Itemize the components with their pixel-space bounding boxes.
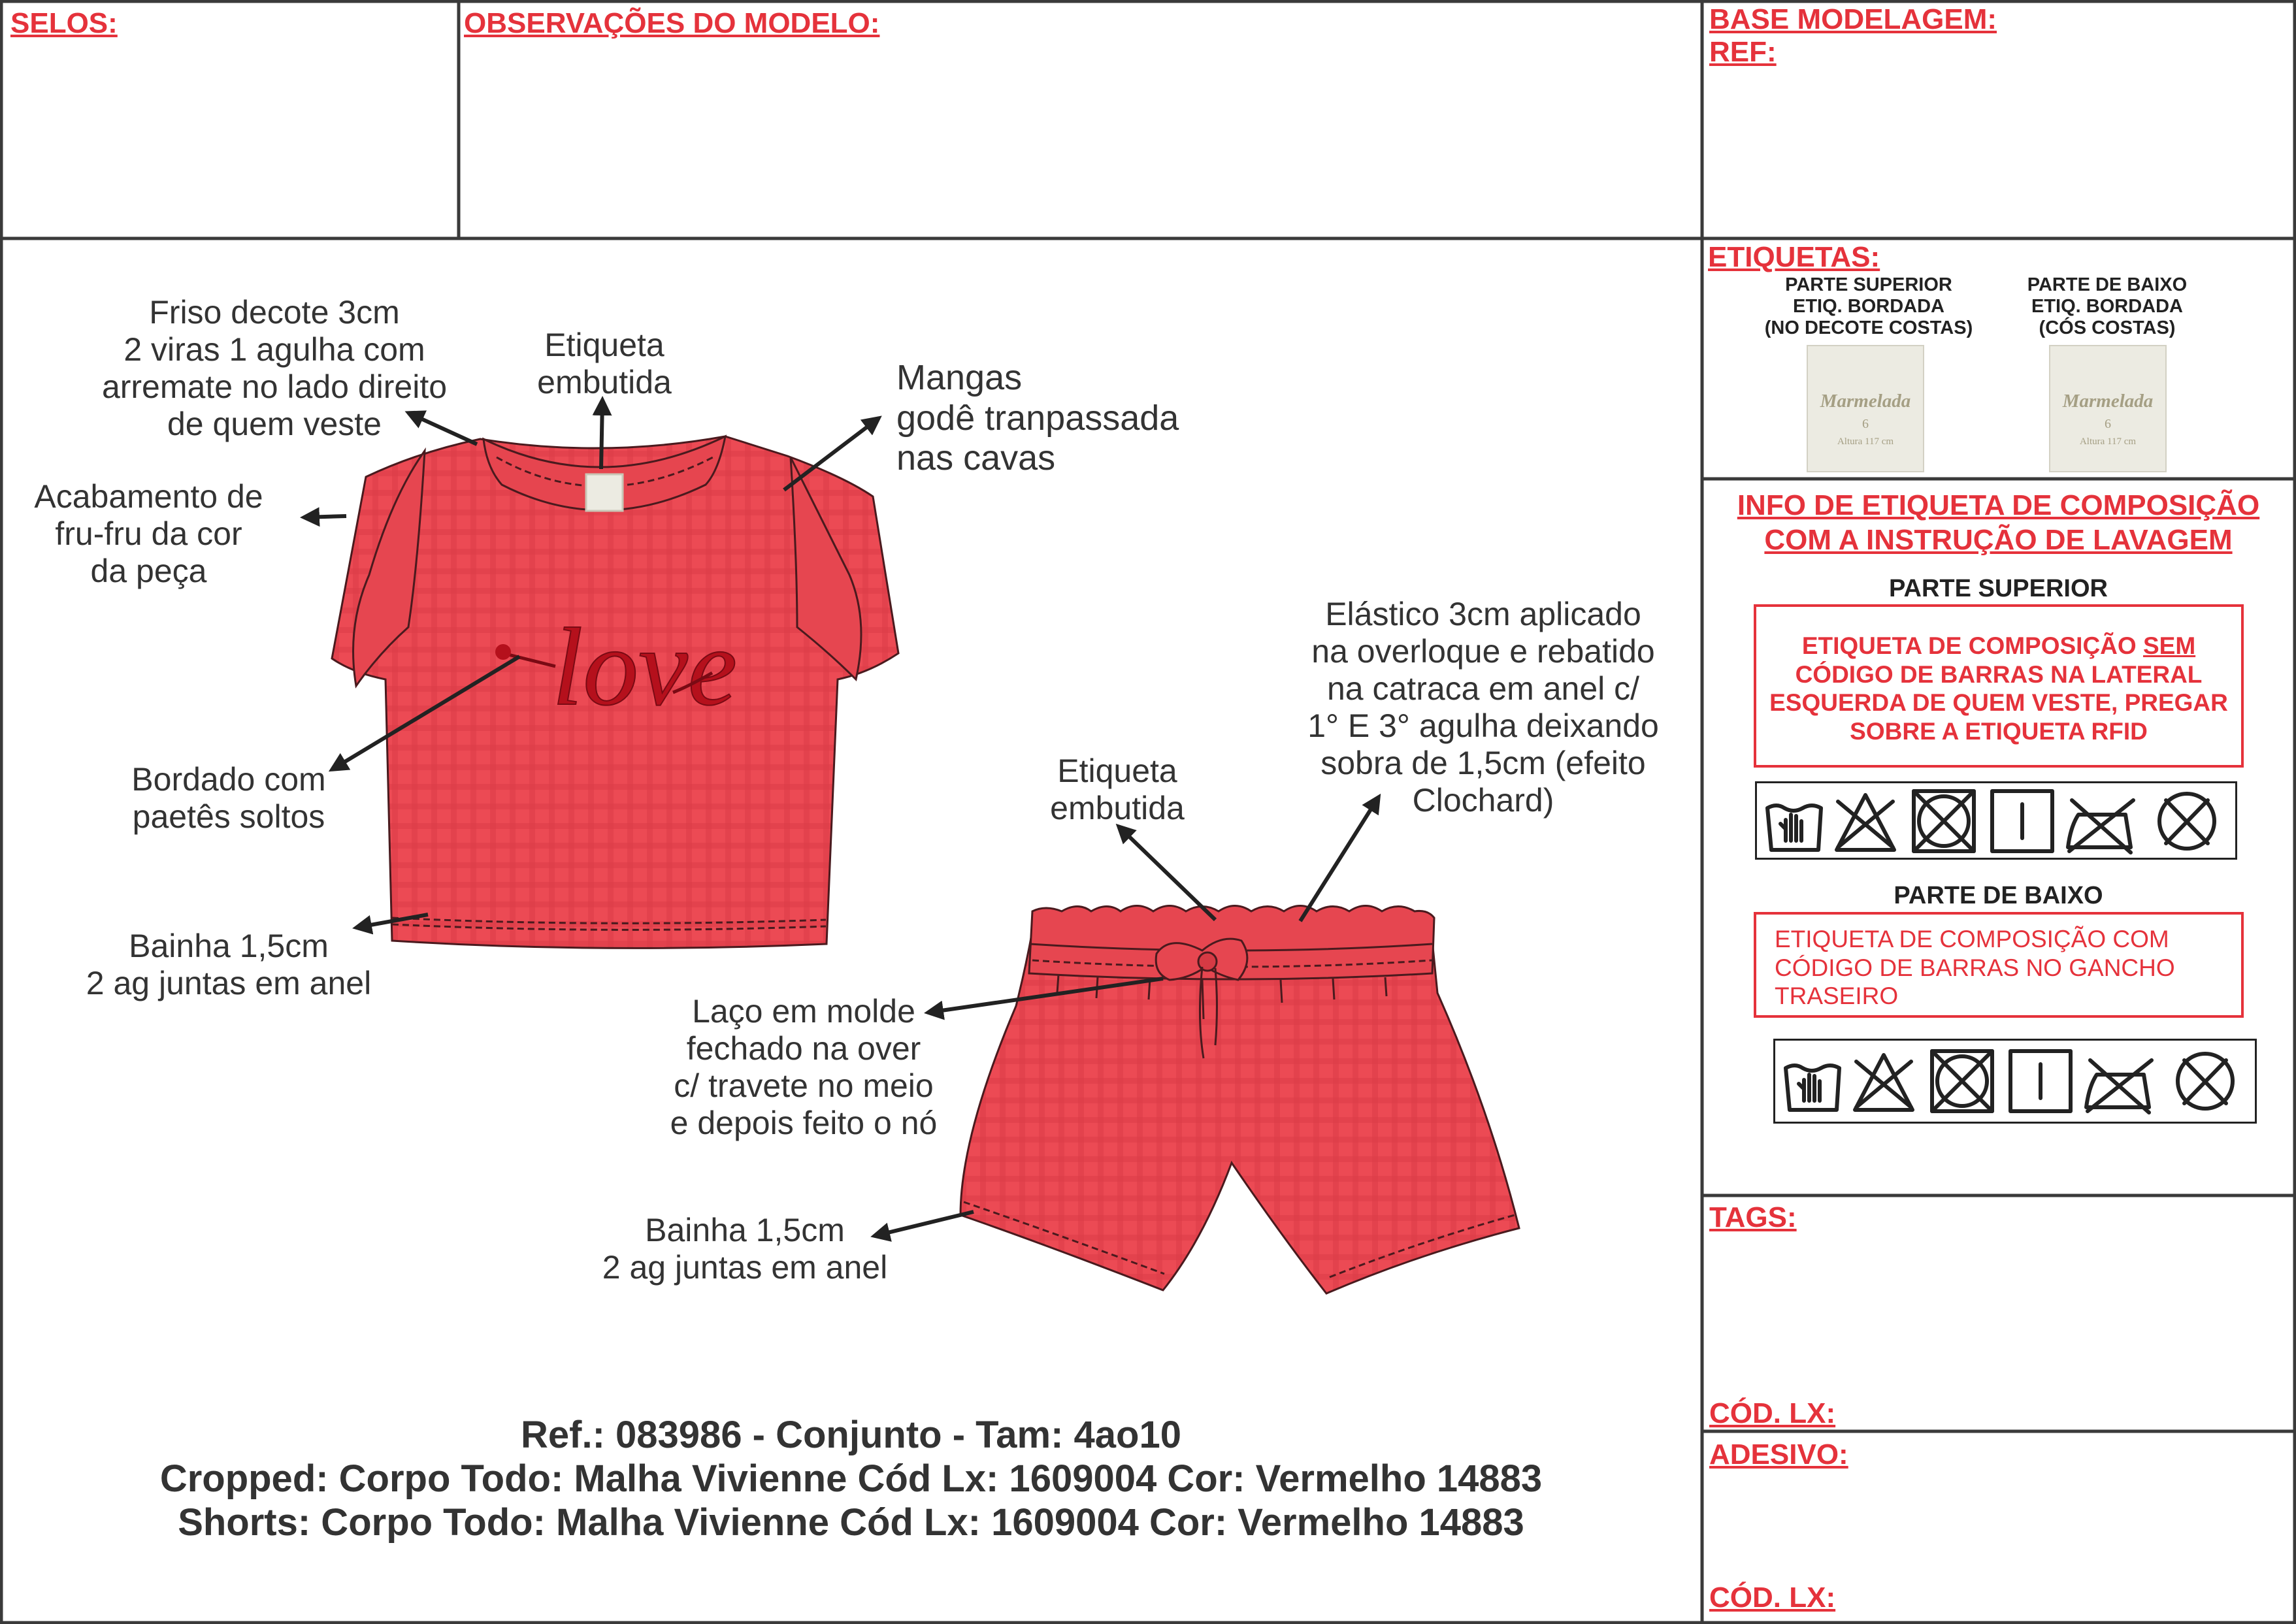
no-bleach-icon bbox=[1855, 1055, 1912, 1110]
annotation-laco-line1: Laço em molde bbox=[692, 993, 915, 1030]
annotation-friso-line4: de quem veste bbox=[167, 406, 382, 442]
annotation-laco-line3: c/ travete no meio bbox=[674, 1067, 934, 1104]
composition-top-line2: CÓDIGO DE BARRAS NA LATERAL bbox=[1795, 660, 2203, 688]
no-iron-icon bbox=[2068, 800, 2133, 853]
annotation-bainha-top-line1: Bainha 1,5cm bbox=[129, 928, 329, 964]
footer-ref: Ref.: 083986 - Conjunto - Tam: 4ao10 bbox=[521, 1414, 1181, 1456]
annotation-friso-line2: 2 viras 1 agulha com bbox=[123, 331, 425, 368]
adesivo-header: ADESIVO: bbox=[1709, 1438, 1848, 1470]
annotation-bainha-bottom-line2: 2 ag juntas em anel bbox=[602, 1249, 888, 1286]
annotation-bordado-line1: Bordado com bbox=[131, 761, 326, 798]
annotation-acabamento-line3: da peça bbox=[90, 553, 207, 589]
composition-title-line1: INFO DE ETIQUETA DE COMPOSIÇÃO bbox=[1737, 489, 2260, 521]
annotation-friso bbox=[69, 294, 480, 443]
composition-bottom-line1: ETIQUETA DE COMPOSIÇÃO COM bbox=[1775, 926, 2169, 952]
footer-shorts: Shorts: Corpo Todo: Malha Vivienne Cód Lx: 1609004 Cor: Vermelho 14883 bbox=[178, 1501, 1524, 1544]
footer-cropped: Cropped: Corpo Todo: Malha Vivienne Cód Lx: 1609004 Cor: Vermelho 14883 bbox=[159, 1457, 1543, 1500]
line-dry-icon bbox=[2010, 1051, 2071, 1111]
ref-header: REF: bbox=[1709, 36, 1777, 68]
composition-bottom-line2: CÓDIGO DE BARRAS NO GANCHO bbox=[1775, 954, 2175, 981]
observacoes-header: OBSERVAÇÕES DO MODELO: bbox=[464, 7, 880, 39]
annotation-elastico-line3: na catraca em anel c/ bbox=[1326, 670, 1640, 707]
annotation-laco bbox=[660, 993, 947, 1142]
annotation-bordado bbox=[105, 761, 353, 836]
annotation-elastico-line1: Elástico 3cm aplicado bbox=[1325, 596, 1641, 632]
annotation-etiqueta-top bbox=[503, 327, 706, 401]
annotation-acabamento-line2: fru-fru da cor bbox=[55, 515, 242, 552]
care-symbols-top bbox=[1755, 781, 2237, 860]
annotation-laco-line4: e depois feito o nó bbox=[670, 1105, 938, 1141]
annotation-mangas-line3: nas cavas bbox=[896, 438, 1056, 478]
no-tumble-dry-icon bbox=[1932, 1051, 1992, 1111]
annotation-laco-line2: fechado na over bbox=[686, 1030, 921, 1067]
no-dry-clean-icon bbox=[2159, 794, 2214, 849]
etiquetas-header: ETIQUETAS: bbox=[1708, 241, 1880, 273]
woven-label-brand: Marmelada bbox=[2062, 391, 2154, 412]
no-bleach-icon bbox=[1837, 795, 1894, 850]
composition-top-line1-text: ETIQUETA DE COMPOSIÇÃO bbox=[1801, 632, 2143, 659]
label-bottom-line2: ETIQ. BORDADA bbox=[2031, 296, 2183, 317]
composition-top-title: PARTE SUPERIOR bbox=[1888, 575, 2108, 602]
label-bottom-line3: (CÓS COSTAS) bbox=[2039, 317, 2176, 339]
label-top-line3: (NO DECOTE COSTAS) bbox=[1764, 317, 1973, 339]
annotation-mangas-line1: Mangas bbox=[896, 358, 1023, 397]
annotation-acabamento-line1: Acabamento de bbox=[34, 478, 263, 515]
annotation-acabamento bbox=[16, 478, 281, 590]
annotation-etiqueta-top-line2: embutida bbox=[537, 364, 672, 400]
annotation-etiqueta-bottom-line2: embutida bbox=[1050, 790, 1185, 826]
composition-top-line3: ESQUERDA DE QUEM VESTE, PREGAR bbox=[1769, 689, 2228, 717]
composition-title-line2: COM A INSTRUÇÃO DE LAVAGEM bbox=[1764, 524, 2233, 556]
hand-wash-icon bbox=[1767, 805, 1821, 850]
annotation-etiqueta-bottom bbox=[1016, 753, 1219, 827]
annotation-elastico-line4: 1° E 3° agulha deixando bbox=[1307, 707, 1659, 744]
woven-label-size: 6 bbox=[1862, 417, 1869, 431]
hand-wash-icon bbox=[1786, 1065, 1839, 1110]
no-tumble-dry-icon bbox=[1914, 791, 1974, 851]
annotation-mangas bbox=[896, 358, 1179, 479]
annotation-friso-line3: arremate no lado direito bbox=[101, 368, 448, 405]
woven-label-brand: Marmelada bbox=[1820, 391, 1911, 412]
annotation-bordado-line2: paetês soltos bbox=[132, 798, 325, 835]
annotation-bainha-top bbox=[72, 928, 385, 1002]
composition-top-line4: SOBRE A ETIQUETA RFID bbox=[1850, 717, 2148, 745]
annotation-bainha-top-line2: 2 ag juntas em anel bbox=[86, 965, 372, 1001]
annotation-elastico-line6: Clochard) bbox=[1412, 782, 1554, 819]
label-bottom-caption bbox=[1993, 274, 2222, 339]
no-iron-icon bbox=[2086, 1060, 2152, 1112]
shorts-drawing bbox=[960, 906, 1519, 1294]
woven-label-meta: Altura 117 cm bbox=[1837, 436, 1894, 447]
selos-header: SELOS: bbox=[10, 7, 118, 39]
label-top-caption bbox=[1754, 274, 1983, 339]
tags-header: TAGS: bbox=[1709, 1201, 1797, 1233]
annotation-etiqueta-top-line1: Etiqueta bbox=[544, 327, 664, 363]
annotation-elastico bbox=[1281, 596, 1686, 819]
composition-bottom-box bbox=[1754, 912, 2244, 1018]
label-bottom-line1: PARTE DE BAIXO bbox=[2027, 274, 2188, 295]
care-symbols-bottom bbox=[1773, 1039, 2257, 1124]
annotation-elastico-line5: sobra de 1,5cm (efeito bbox=[1320, 745, 1646, 781]
composition-top-line1-emphasis: SEM bbox=[2142, 632, 2196, 659]
annotation-etiqueta-bottom-line1: Etiqueta bbox=[1057, 753, 1177, 789]
embroidery-love-text: love bbox=[552, 606, 738, 728]
line-dry-icon bbox=[1992, 791, 2052, 851]
composition-bottom-title: PARTE DE BAIXO bbox=[1894, 882, 2103, 909]
woven-label-top bbox=[1807, 345, 1924, 472]
no-dry-clean-icon bbox=[2178, 1054, 2233, 1109]
annotation-bainha-bottom bbox=[588, 1212, 902, 1286]
woven-label-meta: Altura 117 cm bbox=[2079, 436, 2137, 447]
base-modelagem-header: BASE MODELAGEM: bbox=[1709, 3, 1997, 35]
annotation-elastico-line2: na overloque e rebatido bbox=[1311, 633, 1655, 670]
composition-bottom-line3: TRASEIRO bbox=[1775, 983, 1899, 1010]
annotation-bainha-bottom-line1: Bainha 1,5cm bbox=[645, 1212, 845, 1248]
cod-lx-adesivo-header: CÓD. LX: bbox=[1709, 1582, 1836, 1614]
top-neck-label bbox=[586, 474, 623, 511]
annotation-friso-line1: Friso decote 3cm bbox=[149, 294, 400, 331]
woven-label-size: 6 bbox=[2105, 417, 2111, 431]
annotation-mangas-line2: godê tranpassada bbox=[896, 398, 1179, 438]
woven-label-bottom bbox=[2049, 345, 2167, 472]
label-top-line2: ETIQ. BORDADA bbox=[1793, 296, 1944, 317]
cod-lx-tags-header: CÓD. LX: bbox=[1709, 1397, 1836, 1429]
label-top-line1: PARTE SUPERIOR bbox=[1785, 274, 1952, 295]
composition-top-line1 bbox=[1756, 632, 2241, 660]
shorts-body bbox=[960, 928, 1519, 1293]
composition-top-box bbox=[1754, 604, 2244, 768]
